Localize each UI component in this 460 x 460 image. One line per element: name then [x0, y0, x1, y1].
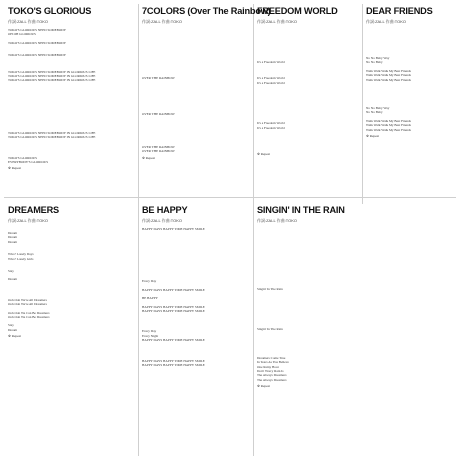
lyric-line: The Always Dreamers [257, 373, 287, 378]
lyrics [257, 28, 359, 150]
lyric-line: Stay [8, 268, 14, 273]
lyric-line: HAPPY DAYS HAPPY TIME HAPPY SMILE [142, 227, 205, 231]
lyric-line: One Rainy Hour [257, 364, 279, 369]
lyric-line: Stay [8, 323, 14, 328]
lyric-line: Walk Walk Walk My Best Friends [366, 77, 411, 82]
lyrics [8, 28, 134, 164]
lyric-line: HAPPY DAYS HAPPY TIME HAPPY SMILE [142, 304, 205, 309]
lyric-line: Every Day [142, 329, 157, 334]
lyric-line: OH OH GLORIOUS [8, 32, 36, 37]
repeat-mark: ※ Repeat [8, 166, 22, 171]
lyric-line: TOKO'S GLORIOUS NEED SOMEBODY IN GLORIOUS LIFE [8, 135, 96, 140]
lyric-line: No No Baby [366, 110, 383, 115]
song-credit: 作詞:ZALL 作曲:TOKO [366, 19, 407, 24]
lyric-line: Dream [8, 239, 17, 244]
lyric-line: Walk Walk Walk My Best Friends [366, 73, 411, 78]
lyric-line: Ooh Ooh We Can Be Dreamers [8, 314, 50, 319]
lyric-line: Walk Walk Walk My Best Friends [366, 118, 411, 123]
lyric-line: Who? Lonely Days [8, 252, 34, 257]
song-block [142, 205, 250, 455]
repeat-mark: ※ Repeat [257, 151, 271, 156]
lyric-line: OVER THE RAINBOW [142, 144, 175, 149]
lyric-line: It's a Freedom World [257, 121, 285, 126]
lyrics [142, 28, 250, 154]
lyric-line: It's a Freedom World [257, 80, 285, 85]
lyric-line: TOKO'S GLORIOUS NEED SOMEBODY IN GLORIOUS LIFE [8, 73, 96, 78]
lyric-line: No No Baby Way [366, 56, 390, 60]
lyric-line: It's a Freedom World [257, 60, 285, 64]
repeat-mark: ※ Repeat [366, 133, 380, 138]
column-divider [138, 4, 139, 456]
song-block [8, 205, 134, 455]
lyric-line: OVER THE RAINBOW [142, 149, 175, 154]
lyric-line: Ooh Ooh We Can Be Dreamers [8, 310, 50, 315]
lyric-line: In Tears As You Believe [257, 360, 289, 365]
song-title: DREAMERS [8, 205, 59, 215]
lyric-line: Ooh Ooh We're All Dreamers [8, 302, 47, 307]
song-credit: 作詞:ZALL 作曲:TOKO [8, 218, 49, 223]
lyric-line: OVER THE RAINBOW [142, 112, 175, 117]
repeat-mark: ※ Repeat [142, 155, 156, 160]
lyric-line: Dream [8, 277, 17, 282]
lyric-line: Dreamers Come True [257, 355, 286, 360]
column-divider [253, 4, 254, 456]
song-block [257, 6, 359, 196]
lyric-line: Walk Walk Walk My Best Friends [366, 123, 411, 128]
song-credit: 作詞:ZALL 作曲:TOKO [142, 218, 183, 223]
column-divider [362, 4, 363, 204]
lyrics [257, 227, 367, 382]
lyric-line: Dream [8, 235, 17, 240]
lyrics [142, 227, 250, 367]
song-title: TOKO'S GLORIOUS [8, 6, 92, 16]
lyric-line: Don't Worry Rain Is [257, 368, 284, 373]
song-title: 7COLORS (Over The Rainbow) [142, 6, 271, 16]
lyric-line: Dream [8, 327, 17, 332]
song-credit: 作詞:ZALL 作曲:TOKO [257, 19, 298, 24]
lyric-line: Walk Walk Walk My Best Friends [366, 68, 411, 73]
song-title: DEAR FRIENDS [366, 6, 433, 16]
lyric-line: Ooh Ooh We're All Dreamers [8, 297, 47, 302]
lyric-line: Who? Lonely Girls [8, 256, 34, 261]
lyric-line: Dream [8, 231, 17, 235]
lyric-line: No No Baby Way [366, 105, 390, 110]
repeat-mark: ※ Repeat [257, 384, 271, 389]
lyric-line: TOKO'S GLORIOUS NEED SOMEBODY [8, 28, 66, 32]
lyric-line: Every Night [142, 333, 159, 338]
lyric-line: TOKO'S GLORIOUS [8, 155, 38, 160]
song-block [366, 6, 456, 246]
lyric-line: TOKO'S GLORIOUS NEED SOMEBODY [8, 40, 66, 45]
lyric-line: HAPPY DAYS HAPPY TIME HAPPY SMILE [142, 338, 205, 343]
song-block [8, 6, 134, 196]
lyric-line: HAPPY DAYS HAPPY TIME HAPPY SMILE [142, 287, 205, 292]
lyric-line: TOKO'S GLORIOUS NEED SOMEBODY IN GLORIOUS LIFE [8, 69, 96, 74]
song-title: FREEDOM WORLD [257, 6, 338, 16]
lyric-line: Walk Walk Walk My Best Friends [366, 127, 411, 132]
lyric-line: Every Day [142, 279, 157, 284]
lyric-line: Singin' In The Rain [257, 287, 283, 291]
repeat-mark: ※ Repeat [8, 334, 22, 339]
song-title: SINGIN' IN THE RAIN [257, 205, 345, 215]
lyric-line: HAPPY DAYS HAPPY TIME HAPPY SMILE [142, 308, 205, 313]
lyric-line: It's a Freedom World [257, 125, 285, 130]
lyric-line: HAPPY DAYS HAPPY TIME HAPPY SMILE [142, 358, 205, 363]
lyric-line: OVER THE RAINBOW [142, 76, 175, 80]
lyric-line: BE HAPPY [142, 296, 158, 301]
lyric-line: EVERYBODY'S GLORIOUS [8, 159, 49, 164]
song-block [257, 205, 367, 435]
lyrics [8, 227, 134, 332]
lyric-line: No No Baby [366, 60, 383, 65]
lyric-line [257, 146, 359, 150]
song-credit: 作詞:ZALL 作曲:TOKO [257, 218, 298, 223]
lyric-line: HAPPY DAYS HAPPY TIME HAPPY SMILE [142, 362, 205, 367]
lyric-line: It's a Freedom World [257, 76, 285, 81]
lyric-line: TOKO'S GLORIOUS NEED SOMEBODY IN GLORIOUS LIFE [8, 78, 96, 83]
lyrics [366, 28, 456, 132]
lyric-line: TOKO'S GLORIOUS NEED SOMEBODY [8, 53, 66, 58]
lyric-line: Singin' In The Rain [257, 327, 283, 332]
song-credit: 作詞:ZALL 作曲:TOKO [142, 19, 183, 24]
song-title: BE HAPPY [142, 205, 188, 215]
lyric-line: The Always Dreamers [257, 377, 287, 382]
lyric-line: TOKO'S GLORIOUS NEED SOMEBODY IN GLORIOUS LIFE [8, 130, 96, 135]
song-credit: 作詞:ZALL 作曲:TOKO [8, 19, 49, 24]
